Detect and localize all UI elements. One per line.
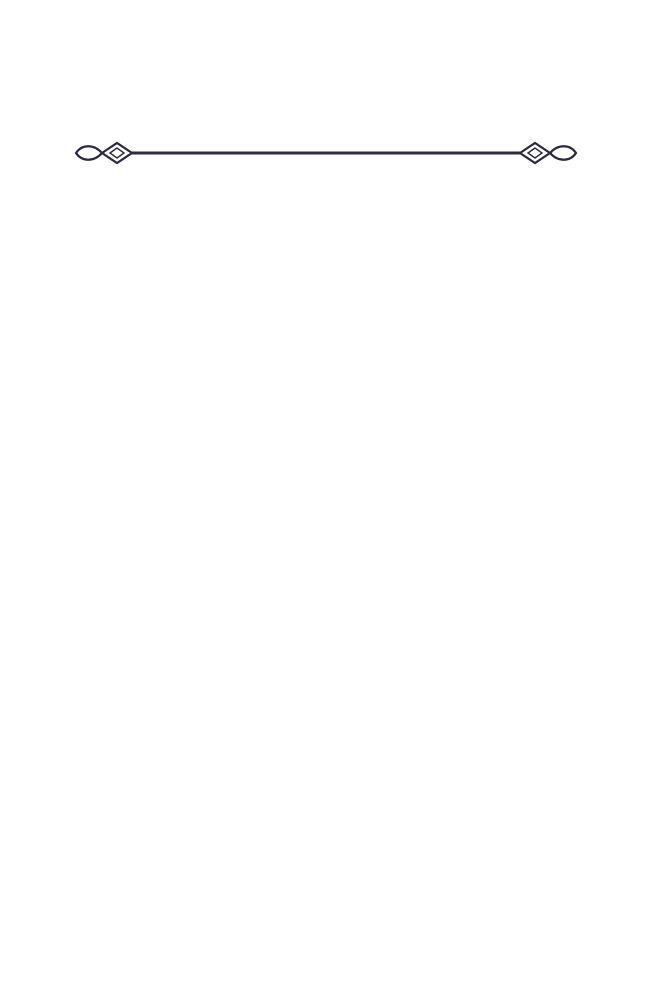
divider-ornament [72,135,580,171]
